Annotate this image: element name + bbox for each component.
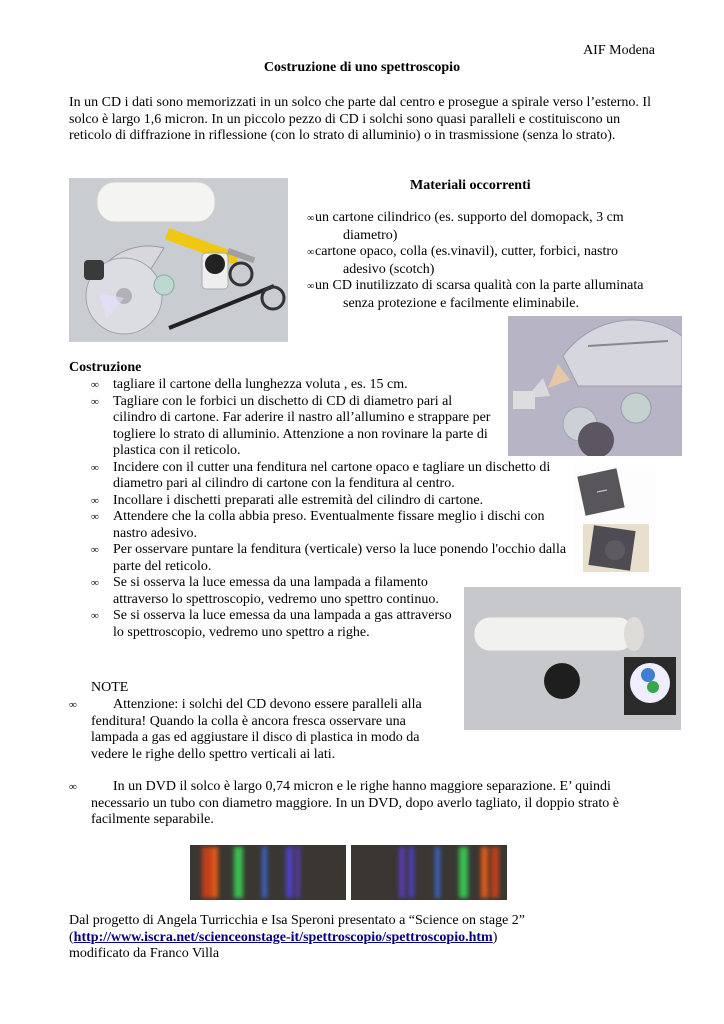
- credit-modified-by: modificato da Franco Villa: [69, 946, 220, 961]
- slit-card-photo: [573, 466, 656, 575]
- infinity-bullet-icon: ∞: [91, 395, 99, 408]
- credit-line: Dal progetto di Angela Turricchia e Isa Speroni presentato a “Science on stage 2”: [69, 913, 526, 928]
- list-item: ∞cartone opaco, colla (es.vinavil), cutter, forbici, nastro adesivo (scotch): [307, 244, 619, 277]
- list-item: ∞ Per osservare puntare la fenditura (verticale) verso la luce ponendo l'occhio dalla parte del reticolo.: [91, 542, 567, 574]
- list-item: ∞ Attendere che la colla abbia preso. Eventualmente fissare meglio i dischi con nastro adesivo.: [91, 509, 545, 541]
- list-item: ∞ Se si osserva la luce emessa da una lampada a filamento attraverso lo spettroscopio, vedremo uno spettro continuo.: [91, 575, 439, 607]
- infinity-bullet-icon: ∞: [91, 379, 99, 391]
- spectrum-photo-right: [351, 845, 507, 900]
- infinity-bullet-icon: ∞: [307, 247, 315, 258]
- list-item: ∞ Se si osserva la luce emessa da una lampada a gas attraverso lo spettroscopio, vedremo uno spettro a righe.: [91, 608, 452, 640]
- spectroscope-tube-photo: [464, 587, 681, 730]
- list-item: ∞un cartone cilindrico (es. supporto del domopack, 3 cm diametro): [307, 210, 624, 243]
- materials-photo: [69, 178, 288, 342]
- infinity-bullet-icon: ∞: [91, 610, 99, 622]
- note-text: Attenzione: i solchi del CD devono essere paralleli alla fenditura! Quando la colla è ancora fresca osservare una lampada a gas ed aggiustare il disco di plastica in modo da vedere le righe dello spettro verticali ai lati.: [91, 697, 422, 762]
- dvd-paragraph: [69, 779, 659, 829]
- list-item: ∞ Tagliare con le forbici un dischetto di CD di diametro pari al cilindro di cartone. Far aderire il nastro all’allumino e strappare per togliere lo strato di alluminio. Attenzione a non rovinare la parte di plastica con il reticolo.: [91, 393, 491, 458]
- list-item: ∞ Incollare i dischetti preparati alle estremità del cilindro di cartone.: [91, 492, 484, 508]
- source-link[interactable]: http://www.iscra.net/scienceonstage-it/spettroscopio/spettroscopio.htm: [73, 929, 493, 945]
- infinity-bullet-icon: ∞: [91, 494, 99, 507]
- infinity-bullet-icon: ∞: [307, 213, 315, 224]
- infinity-bullet-icon: ∞: [91, 544, 99, 556]
- credit-link-line: (http://www.iscra.net/scienceonstage-it/spettroscopio/spettroscopio.htm): [69, 929, 498, 945]
- note-paragraph: [69, 697, 449, 763]
- list-item: ∞ tagliare il cartone della lunghezza voluta , es. 15 cm.: [91, 377, 408, 392]
- infinity-bullet-icon: ∞: [69, 699, 77, 711]
- materials-title: Materiali occorrenti: [410, 178, 531, 193]
- spectrum-photo-left: [190, 845, 346, 900]
- construction-title: Costruzione: [69, 360, 142, 375]
- infinity-bullet-icon: ∞: [91, 577, 99, 589]
- materials-list: [307, 210, 662, 312]
- page-title: Costruzione di uno spettroscopio: [263, 60, 461, 75]
- organization-label: AIF Modena: [583, 43, 655, 58]
- infinity-bullet-icon: ∞: [307, 281, 315, 292]
- list-item: ∞un CD inutilizzato di scarsa qualità con la parte alluminata senza protezione e facilmente eliminabile.: [307, 278, 644, 311]
- infinity-bullet-icon: ∞: [91, 461, 99, 474]
- note-label: NOTE: [91, 680, 129, 695]
- list-item: ∞ Incidere con il cutter una fenditura nel cartone opaco e tagliare un dischetto di diametro pari al cilindro di cartone con la fenditura al centro.: [91, 459, 551, 491]
- infinity-bullet-icon: ∞: [69, 781, 77, 793]
- infinity-bullet-icon: ∞: [91, 511, 99, 523]
- intro-paragraph: In un CD i dati sono memorizzati in un solco che parte dal centro e prosegue a spirale verso l’esterno. Il solco è largo 1,6 micron. In un piccolo pezzo di CD i solchi sono quasi paralleli e costituiscono un reticolo di diffrazione in riflessione (con lo strato di alluminio) o in trasmissione (senza lo strato).: [69, 95, 651, 143]
- credit-block: [69, 913, 669, 963]
- dvd-text: In un DVD il solco è largo 0,74 micron e le righe hanno maggiore separazione. E’ quindi necessario un tubo con diametro maggiore. In un DVD, dopo averlo tagliato, il doppio strato è facilmente separabile.: [91, 779, 619, 827]
